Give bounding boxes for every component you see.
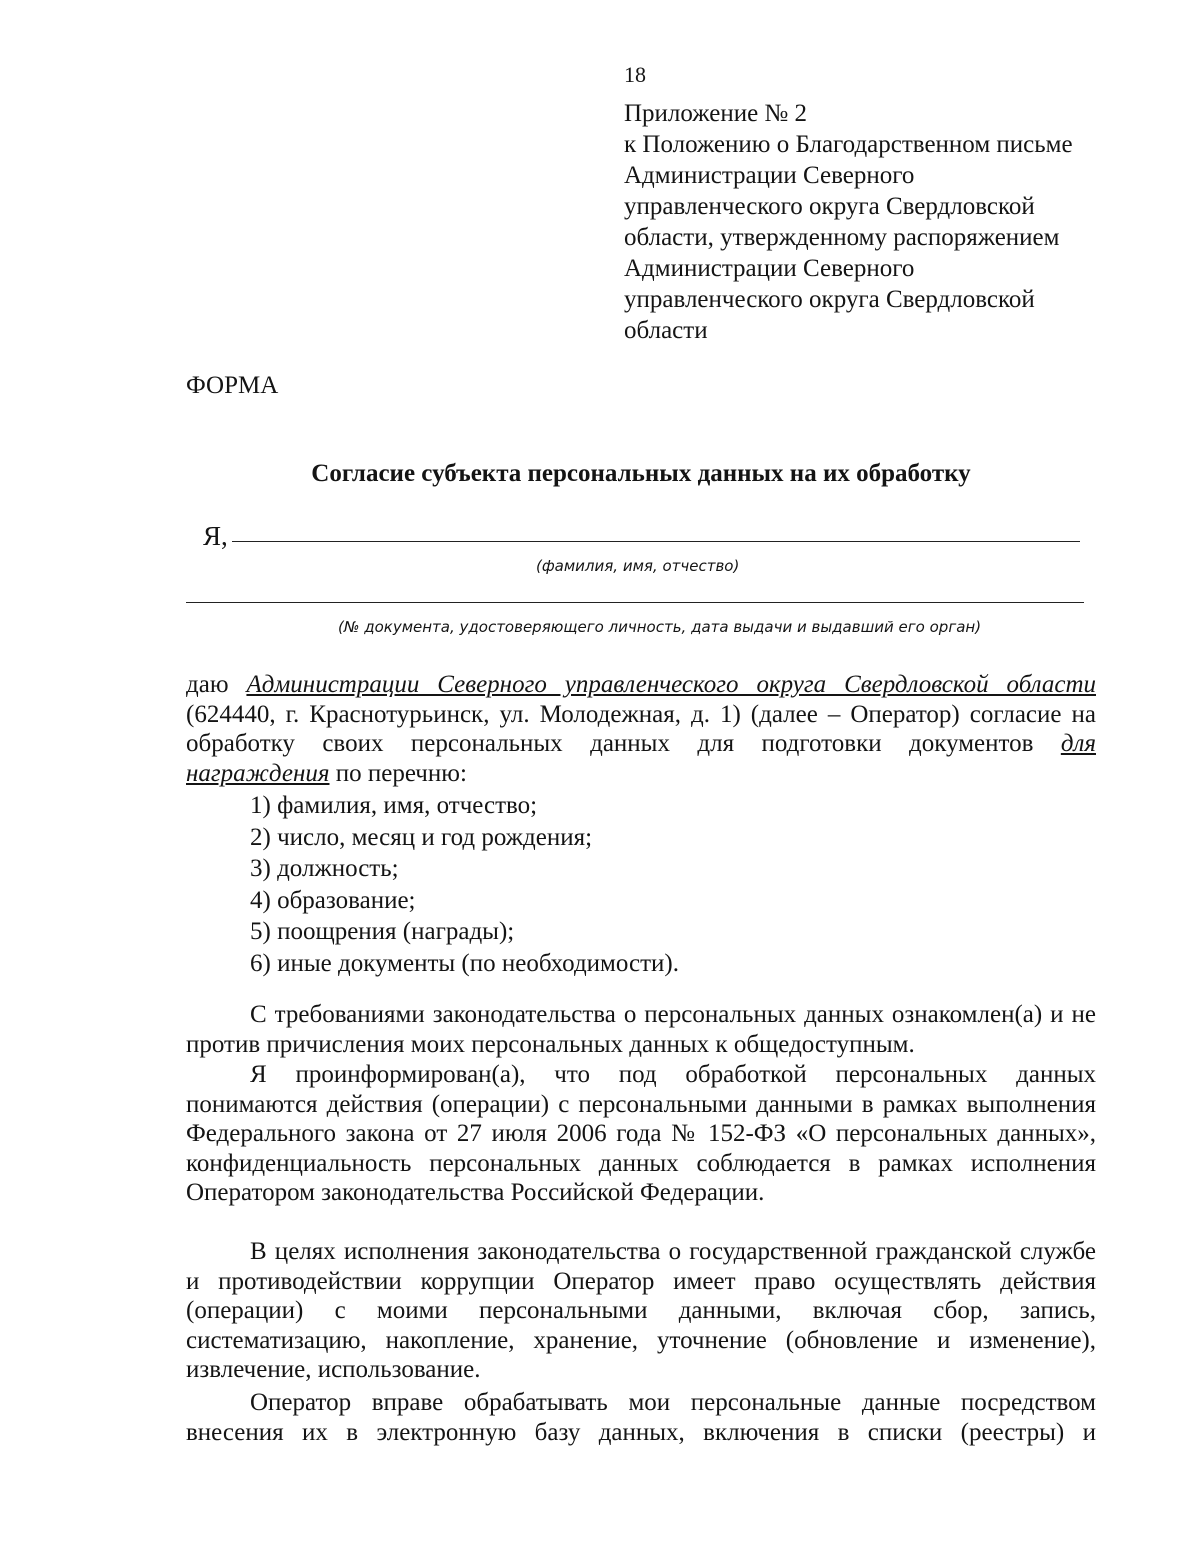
list-item: 5) поощрения (награды); xyxy=(250,918,515,945)
ya-label: Я, xyxy=(203,521,228,551)
consent-paragraph xyxy=(186,670,1096,788)
consent-start: даю xyxy=(186,671,229,698)
operator-name: Администрации Северного управленческого округа Свердловской области xyxy=(246,671,1096,698)
consent-end: по перечню: xyxy=(335,759,467,787)
appendix-line: управленческого округа Свердловской xyxy=(624,193,1035,220)
paragraph-processing: Оператор вправе обрабатывать мои персональные данные посредством внесения их в электронную базу данных, включения в списки (реестры) и xyxy=(186,1389,1096,1446)
appendix-line: Администрации Северного xyxy=(624,255,915,282)
form-label: ФОРМА xyxy=(186,372,279,399)
page-number: 18 xyxy=(624,62,646,87)
appendix-line: управленческого округа Свердловской xyxy=(624,286,1035,313)
list-item: 4) образование; xyxy=(250,886,416,914)
list-item: 6) иные документы (по необходимости). xyxy=(250,949,679,977)
appendix-header xyxy=(624,98,1144,346)
appendix-line: Приложение № 2 xyxy=(624,100,808,127)
document-title: Согласие субъекта персональных данных на их обработку xyxy=(311,460,971,487)
list-item: 2) число, месяц и год рождения; xyxy=(250,823,593,851)
list-item: 3) должность; xyxy=(250,855,399,882)
fio-blank-line[interactable] xyxy=(232,541,1080,542)
appendix-line: области xyxy=(624,317,708,344)
appendix-line: Администрации Северного xyxy=(624,162,915,189)
fio-caption: (фамилия, имя, отчество) xyxy=(536,557,740,575)
paragraph-informed: Я проинформирован(а), что под обработкой персональных данных понимаются действия (операции) с персональными данными в рамках выполнения Федерального закона от 27 июля 2006 года № 152-ФЗ «О персональных данных», конфиденциальность персональных данных соблюдается в рамках исполнения Оператором законодательства Российской Федерации. xyxy=(186,1061,1096,1207)
data-list xyxy=(250,790,679,979)
consent-middle: (624440, г. Краснотурьинск, ул. Молодежная, д. 1) (далее – Оператор) согласие на обработку своих персональных данных для подготовки документов xyxy=(186,700,1096,758)
document-caption: (№ документа, удостоверяющего личность, дата выдачи и выдавший его орган) xyxy=(338,618,982,636)
appendix-line: области, утвержденному распоряжением xyxy=(624,224,1060,251)
paragraph-acknowledgement: С требованиями законодательства о персональных данных ознакомлен(а) и не против причисления моих персональных данных к общедоступным. xyxy=(186,1001,1096,1058)
list-item: 1) фамилия, имя, отчество; xyxy=(250,792,538,819)
appendix-line: к Положению о Благодарственном письме xyxy=(624,131,1073,158)
consent-purpose: для награждения xyxy=(186,730,1096,787)
document-blank-line[interactable] xyxy=(186,602,1084,603)
paragraph-rights: В целях исполнения законодательства о государственной гражданской службе и противодействии коррупции Оператор имеет право осуществлять действия (операции) с моими персональными данными, включая сбор, запись, систематизацию, накопление, хранение, уточнение (обновление и изменение), извлечение, использование. xyxy=(186,1238,1096,1384)
